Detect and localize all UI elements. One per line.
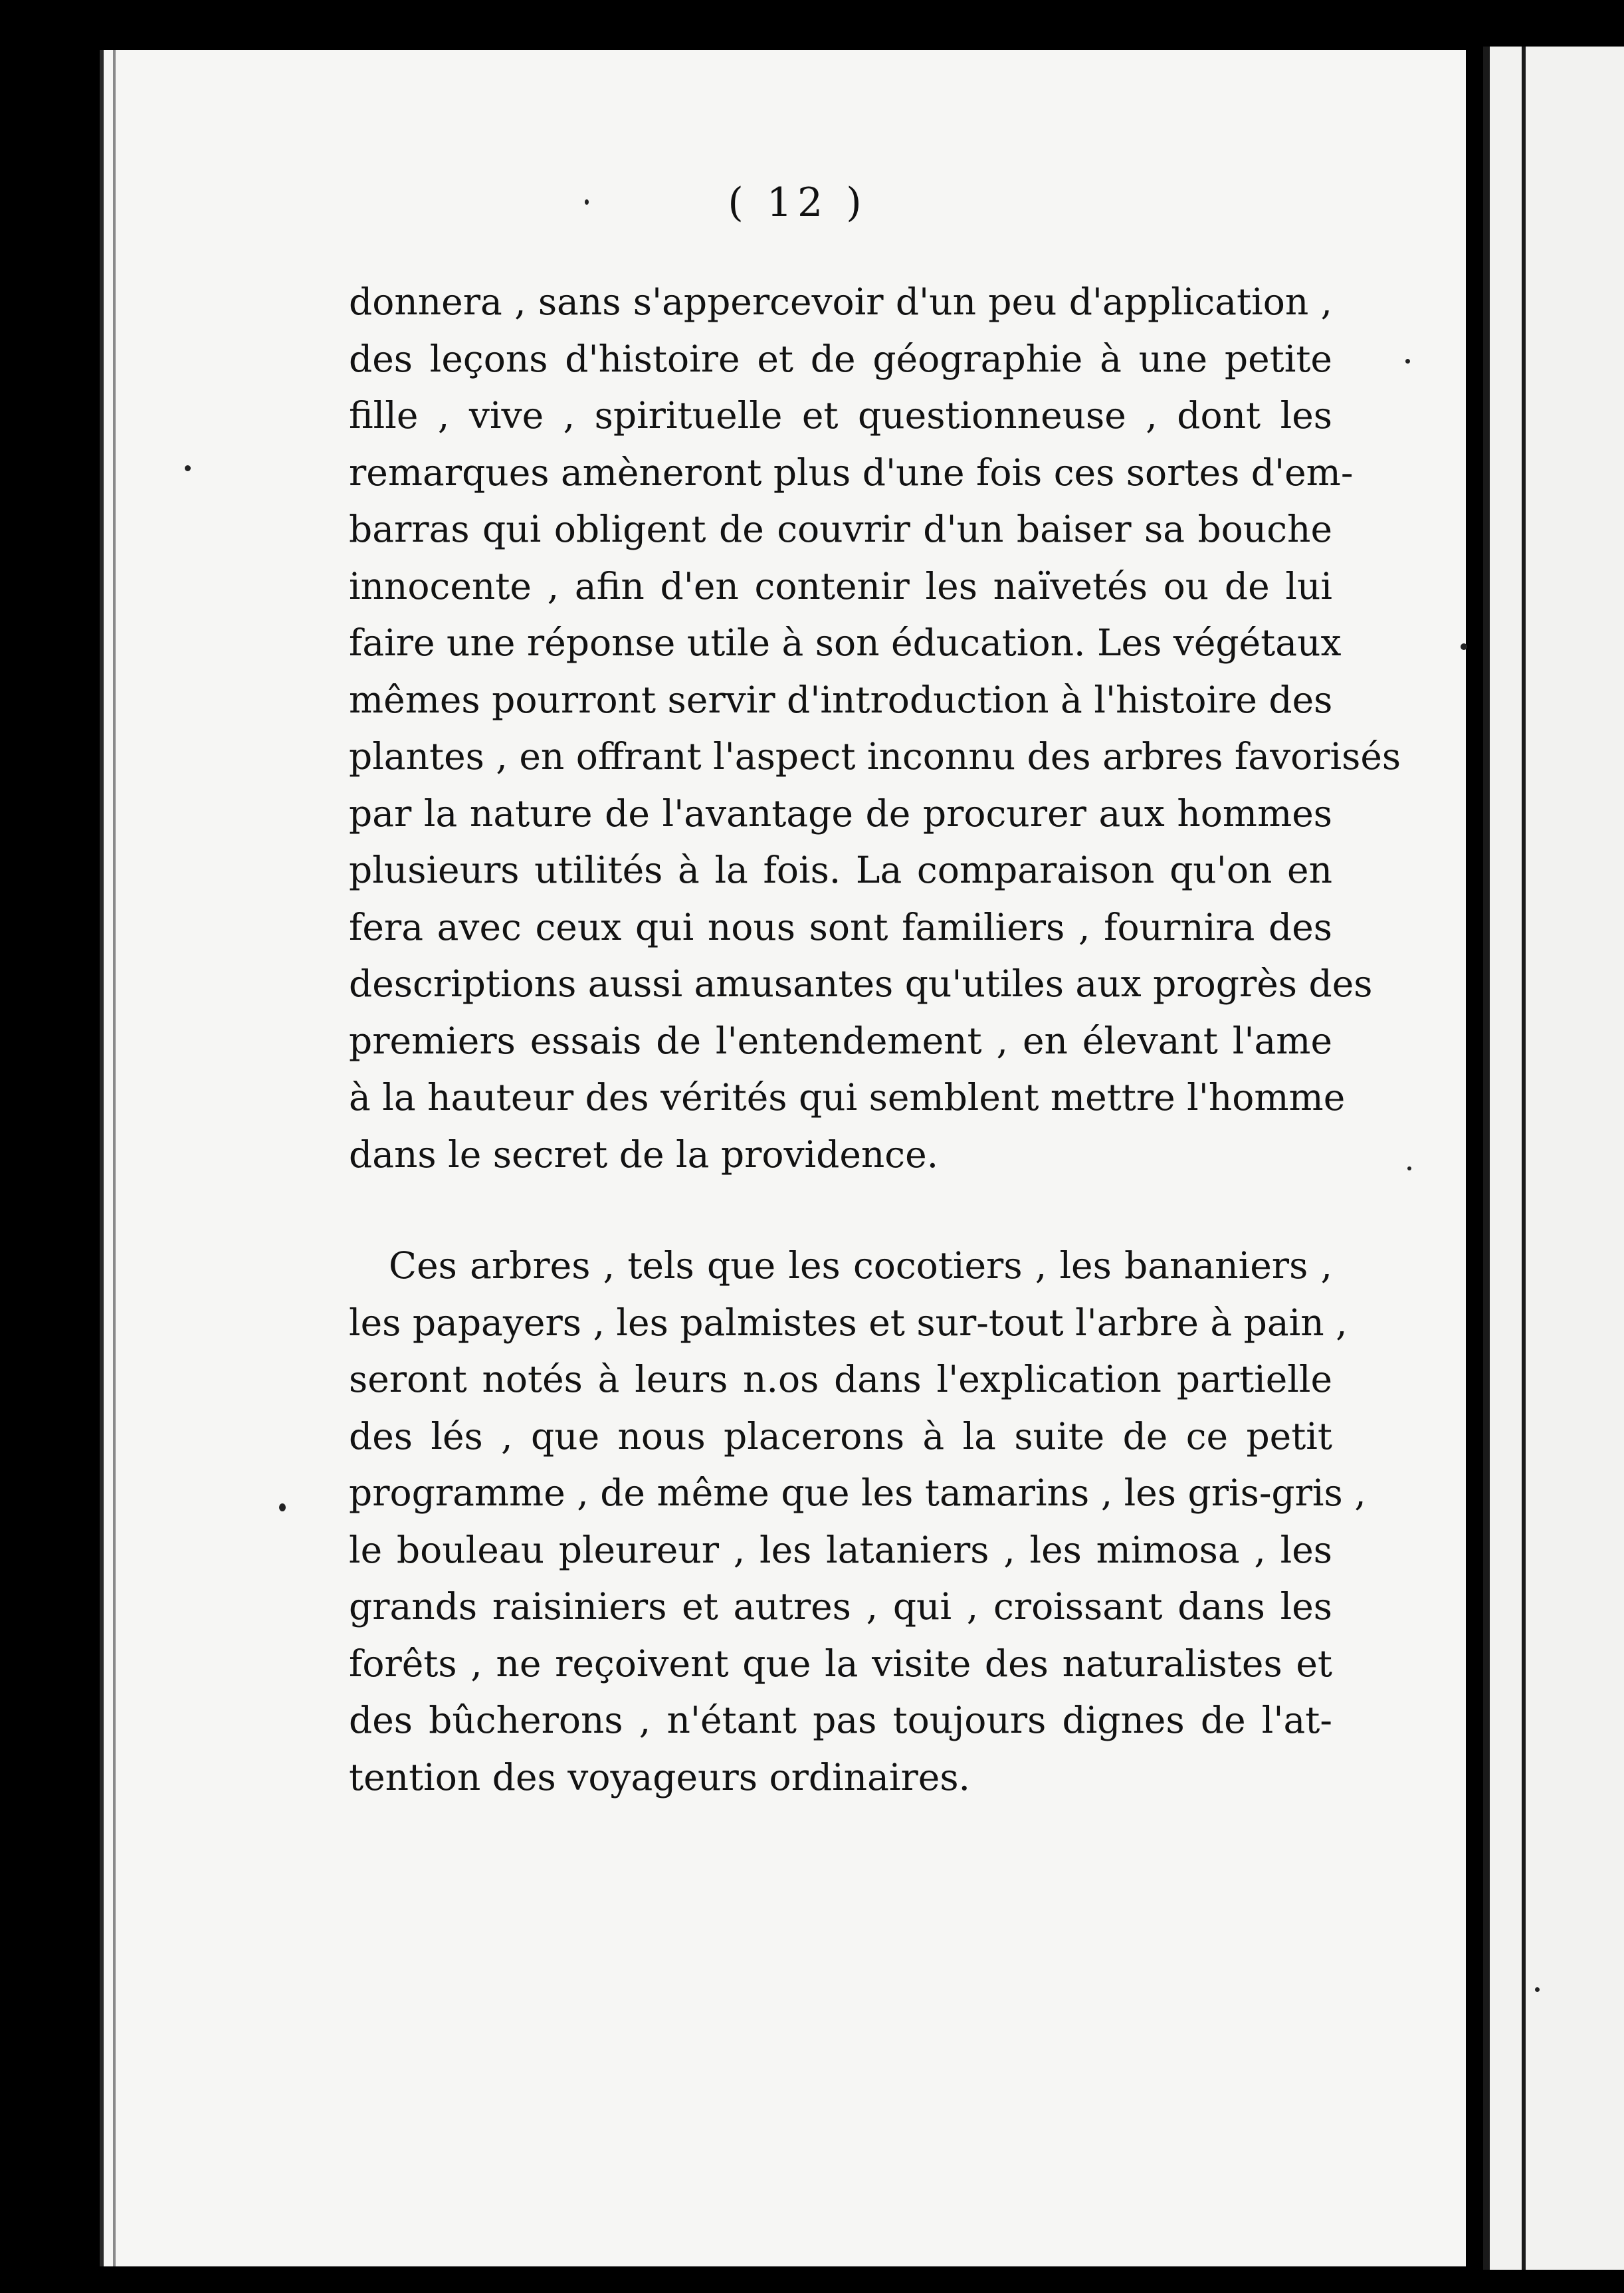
ink-speck — [585, 199, 589, 205]
text-line: dans le secret de la providence. — [349, 1133, 939, 1176]
facing-page-edge — [1483, 47, 1624, 2270]
text-line: remarques amèneront plus d'une fois ces sortes d'em- — [349, 451, 1354, 494]
ink-speck — [1461, 643, 1467, 650]
text-line: innocente , afin d'en contenir les naïvetés ou de lui — [349, 564, 1332, 607]
ink-speck — [1405, 359, 1410, 364]
text-line: plantes , en offrant l'aspect inconnu des arbres favorisés — [349, 735, 1401, 778]
text-line: faire une réponse utile à son éducation. Les végétaux — [349, 621, 1342, 664]
text-line: barras qui obligent de couvrir d'un baiser sa bouche — [349, 508, 1332, 550]
text-line: à la hauteur des vérités qui semblent mettre l'homme — [349, 1076, 1346, 1119]
text-line: forêts , ne reçoivent que la visite des naturalistes et — [349, 1642, 1332, 1685]
text-line: le bouleau pleureur , les lataniers , les mimosa , les — [349, 1528, 1332, 1571]
text-line: descriptions aussi amusantes qu'utiles aux progrès des — [349, 962, 1373, 1005]
text-line: les papayers , les palmistes et sur-tout l'arbre à pain , — [349, 1301, 1348, 1344]
ink-speck — [1535, 1987, 1540, 1992]
paragraph-1 — [349, 274, 1401, 1183]
page-gutter-edge — [113, 50, 116, 2266]
ink-speck — [279, 1503, 286, 1511]
text-line: plusieurs utilités à la fois. La comparaison qu'on en — [349, 849, 1332, 891]
text-line: grands raisiniers et autres , qui , croissant dans les — [349, 1585, 1332, 1628]
text-line: tention des voyageurs ordinaires. — [349, 1755, 971, 1799]
paragraph-2 — [349, 1238, 1366, 1806]
facing-page-rule — [1522, 47, 1526, 2270]
text-line: premiers essais de l'entendement , en élevant l'ame — [349, 1019, 1332, 1062]
text-line: fille , vive , spirituelle et questionneuse , dont les — [349, 394, 1332, 437]
ink-speck — [1407, 1166, 1411, 1170]
text-line: fera avec ceux qui nous sont familiers , fournira des — [349, 905, 1332, 948]
text-line: Ces arbres , tels que les cocotiers , les bananiers , — [389, 1244, 1332, 1287]
text-line: des lés , que nous placerons à la suite de ce petit — [349, 1414, 1332, 1458]
text-line: donnera , sans s'appercevoir d'un peu d'application , — [349, 280, 1332, 323]
text-line: programme , de même que les tamarins , les gris-gris , — [349, 1472, 1366, 1514]
ink-speck — [185, 465, 191, 471]
page-number: ( 12 ) — [728, 179, 867, 226]
text-line: mêmes pourront servir d'introduction à l'histoire des — [349, 678, 1333, 721]
text-line: seront notés à leurs n.os dans l'explication partielle — [349, 1358, 1332, 1400]
text-line: des bûcherons , n'étant pas toujours dignes de l'at- — [349, 1699, 1332, 1741]
text-line: des leçons d'histoire et de géographie à une petite — [349, 337, 1332, 380]
text-line: par la nature de l'avantage de procurer aux hommes — [349, 792, 1332, 835]
